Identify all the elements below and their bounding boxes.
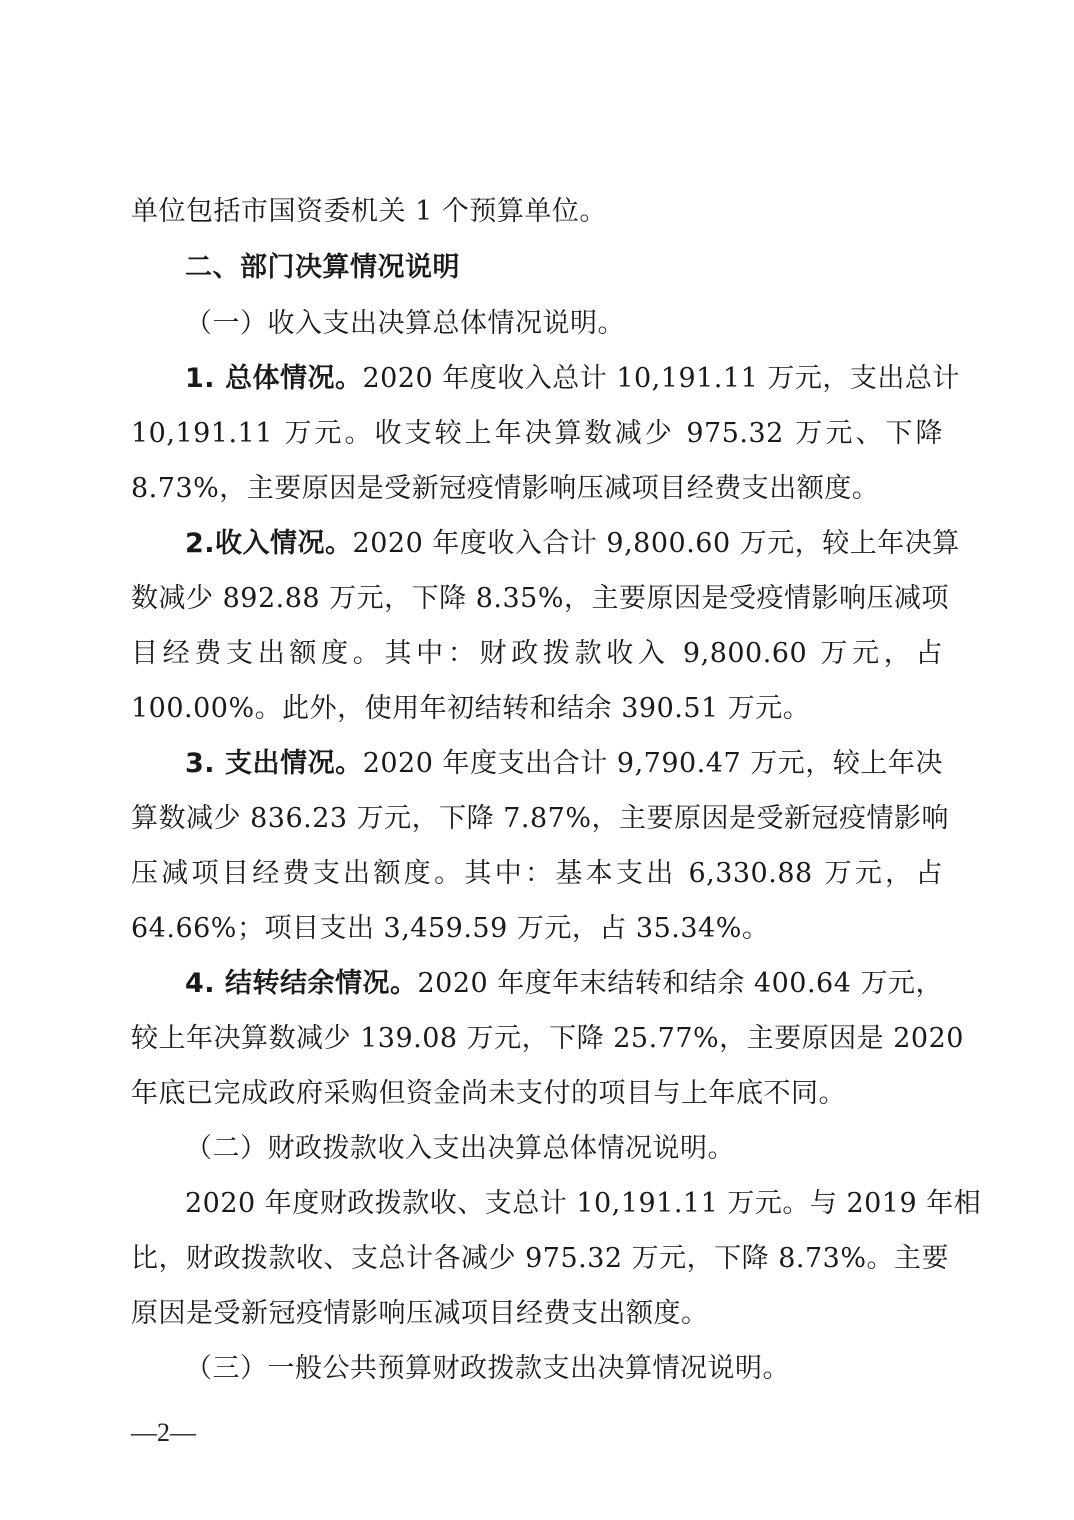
paragraph-line: 目经费支出额度。其中：财政拨款收入 9,800.60 万元，占: [131, 638, 943, 669]
paragraph-text: 2020 年度支出合计 9,790.47 万元，较上年决: [362, 748, 943, 779]
paragraph-text: 2020 年度收入总计 10,191.11 万元，支出总计: [362, 363, 960, 394]
paragraph-expenditure: [185, 746, 943, 782]
paragraph-text: 2020 年度收入合计 9,800.60 万元，较上年决算: [352, 528, 960, 559]
paragraph-line: 比，财政拨款收、支总计各减少 975.32 万元，下降 8.73%。主要: [131, 1243, 949, 1274]
paragraph-line: 64.66%；项目支出 3,459.59 万元，占 35.34%。: [131, 913, 770, 944]
paragraph-lead: 1. 总体情况。: [185, 363, 363, 394]
subsection-heading: （一）收入支出决算总体情况说明。: [185, 308, 625, 339]
paragraph-overall: [185, 361, 960, 397]
paragraph-line: 较上年决算数减少 139.08 万元，下降 25.77%，主要原因是 2020: [131, 1023, 964, 1054]
paragraph-lead: 2.收入情况。: [185, 528, 353, 559]
paragraph-line: 8.73%，主要原因是受新冠疫情影响压减项目经费支出额度。: [131, 473, 880, 504]
paragraph-line: 数减少 892.88 万元，下降 8.35%，主要原因是受疫情影响压减项: [131, 583, 949, 614]
subsection-heading: （二）财政拨款收入支出决算总体情况说明。: [185, 1133, 735, 1164]
subsection-heading: （三）一般公共预算财政拨款支出决算情况说明。: [185, 1353, 790, 1384]
paragraph-line: 压减项目经费支出额度。其中：基本支出 6,330.88 万元，占: [131, 858, 943, 889]
paragraph-line: 算数减少 836.23 万元，下降 7.87%，主要原因是受新冠疫情影响: [131, 803, 949, 834]
paragraph-lead: 4. 结转结余情况。: [185, 968, 418, 999]
paragraph-line: 原因是受新冠疫情影响压减项目经费支出额度。: [131, 1298, 709, 1329]
paragraph-income: [185, 526, 960, 562]
paragraph-lead: 3. 支出情况。: [185, 748, 363, 779]
paragraph-text: 2020 年度年末结转和结余 400.64 万元，: [417, 968, 943, 999]
paragraph-carryover: [185, 966, 943, 1002]
paragraph-line: 100.00%。此外，使用年初结转和结余 390.51 万元。: [131, 693, 811, 724]
paragraph-line: 2020 年度财政拨款收、支总计 10,191.11 万元。与 2019 年相: [185, 1188, 982, 1219]
paragraph-line: 年底已完成政府采购但资金尚未支付的项目与上年底不同。: [131, 1078, 846, 1109]
page-number: —2—: [131, 1418, 196, 1447]
paragraph-line: 10,191.11 万元。收支较上年决算数减少 975.32 万元、下降: [131, 418, 943, 449]
section-heading: 二、部门决算情况说明: [185, 252, 460, 283]
paragraph-line: 单位包括市国资委机关 1 个预算单位。: [131, 196, 607, 227]
